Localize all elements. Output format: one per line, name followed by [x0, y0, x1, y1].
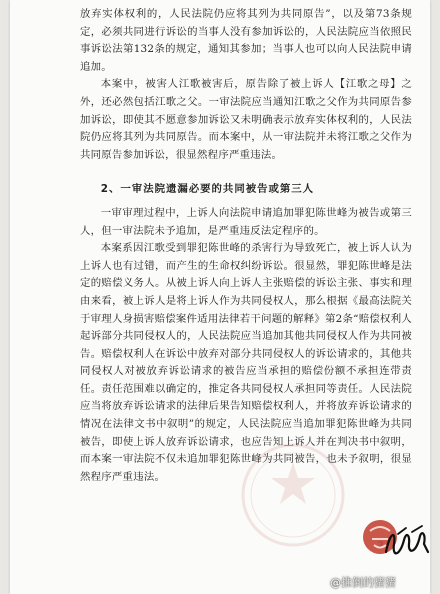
document-page — [10, 0, 430, 594]
section-heading: 2、一审法院遗漏必要的共同被告或第三人 — [100, 183, 315, 196]
weibo-handle: 推倒的猪猪 — [341, 576, 396, 589]
paragraph-add-defendant: 一审审理过程中，上诉人向法院申请追加罪犯陈世峰为被告或第三人，但一审法院未予追加，是严重违反法定程序的。 — [80, 206, 412, 237]
paragraph-continued: 放弃实体权利的，人民法院仍应将其列为共同原告”，以及第73条规定，必须共同进行诉讼的当事人没有参加诉讼的，人民法院应当依照民事诉讼法第132条的规定，通知其参加；当事人也可以向人民法院申请追加。 — [80, 8, 412, 73]
weibo-at-sign: @ — [330, 576, 341, 589]
paragraph-father-as-plaintiff: 本案中，被害人江歌被害后，原告除了被上诉人【江歌之母】之外，还必然包括江歌之父。一审法院应当通知江歌之父作为共同原告参加诉讼，即使其不愿意参加诉讼又未明确表示放弃实体权利的，人民法院仍应将其列为共同原告。而本案中，从一审法院并未将江歌之父作为共同原告参加诉讼，很显然程序严重违法。 — [80, 78, 412, 161]
document-body — [80, 6, 412, 486]
paragraph-legal-basis: 本案系因江歌受到罪犯陈世峰的杀害行为导致死亡，被上诉人认为上诉人也有过错，而产生的生命权纠纷诉讼。很显然，罪犯陈世峰是法定的赔偿义务人。从被上诉人向上诉人主张赔偿的诉讼主张、事实和理由来看，被上诉人是将上诉人作为共同侵权人，那么根据《最高法院关于审理人身损害赔偿案件适用法律若干问题的解释》第2条“赔偿权利人起诉部分共同侵权人的，人民法院应当追加其他共同侵权人作为共同被告。赔偿权利人在诉讼中放弃对部分共同侵权人的诉讼请求的，其他共同侵权人对被放弃诉讼请求的被告应当承担的赔偿份额不承担连带责任。责任范围难以确定的，推定各共同侵权人承担同等责任。人民法院应当将放弃诉讼请求的法律后果告知赔偿权利人，并将放弃诉讼请求的情况在法律文书中叙明”的规定，人民法院应当追加罪犯陈世峰为共同被告，即使上诉人放弃诉讼请求，也应告知上诉人并在判决书中叙明，而本案一审法院不仅未追加罪犯陈世峰为共同被告，也未予叙明，很显然程序严重违法。 — [80, 242, 412, 483]
handwritten-signature-icon — [382, 522, 432, 562]
weibo-watermark — [330, 574, 396, 590]
